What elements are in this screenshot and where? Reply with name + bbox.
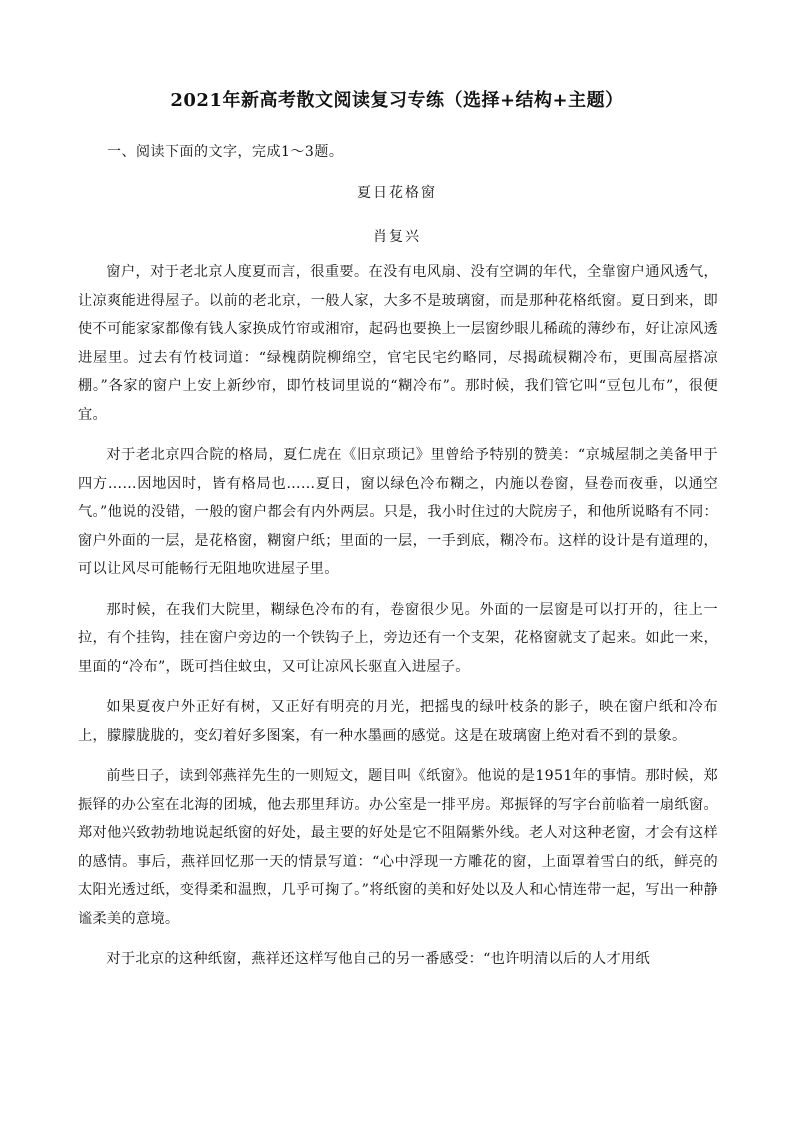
paragraph-5: 前些日子，读到邻燕祥先生的一则短文，题目叫《纸窗》。他说的是1951年的事情。那时候，郑振铎的办公室在北海的团城，他去那里拜访。办公室是一排平房。郑振铎的写字台前临着一扇纸窗。郑对他兴致勃勃地说起纸窗的好处，最主要的好处是它不阻隔紫外线。老人对这种老窗，才会有这样的感情。事后，燕祥回忆那一天的情景写道：“心中浮现一方雕花的窗，上面罩着雪白的纸，鲜亮的太阳光透过纸，变得柔和温煦，几乎可掬了。”将纸窗的美和好处以及人和心情连带一起，写出一种静谧柔美的意境。 <box>78 768 718 927</box>
document-title: 2021年新高考散文阅读复习专练（选择+结构+主题） <box>170 90 624 111</box>
essay-author: 肖复兴 <box>373 229 421 245</box>
paragraph-2: 对于老北京四合院的格局，夏仁虎在《旧京琐记》里曾给予特别的赞美：“京城屋制之美备甲于四方……因地因时，皆有格局也……夏日，窗以绿色冷布糊之，内施以卷窗，昼卷而夜垂，以通空气。”他说的没错，一般的窗户都会有内外两层。只是，我小时住过的大院房子，和他所说略有不同：窗户外面的一层，是花格窗，糊窗户纸；里面的一层，一手到底，糊冷布。这样的设计是有道理的，可以让风尽可能畅行无阻地吹进屋子里。 <box>78 447 718 577</box>
essay-title: 夏日花格窗 <box>357 185 437 201</box>
essay-body <box>78 258 718 986</box>
paragraph-6: 对于北京的这种纸窗，燕祥还这样写他自己的另一番感受：“也许明清以后的人才用纸 <box>106 951 650 967</box>
paragraph-3: 那时候，在我们大院里，糊绿色冷布的有，卷窗很少见。外面的一层窗是可以打开的，往上一拉，有个挂钩，挂在窗户旁边的一个铁钩子上，旁边还有一个支架，花格窗就支了起来。如此一来，里面的“冷布”，既可挡住蚊虫，又可让凉风长驱直入进屋子。 <box>78 601 718 675</box>
section-heading: 一、阅读下面的文字，完成1～3题。 <box>107 144 344 160</box>
paragraph-1: 窗户，对于老北京人度夏而言，很重要。在没有电风扇、没有空调的年代，全靠窗户通风透气，让凉爽能进得屋子。以前的老北京，一般人家，大多不是玻璃窗，而是那种花格纸窗。夏日到来，即使不可能家家都像有钱人家换成竹帘或湘帘，起码也要换上一层窗纱眼儿稀疏的薄纱布，好让凉风透进屋里。过去有竹枝词道：“绿槐荫院柳绵空，官宅民宅约略同，尽揭疏棂糊冷布，更围高屋搭凉棚。”各家的窗户上安上新纱帘，即竹枝词里说的“糊冷布”。那时候，我们管它叫“豆包儿布”，很便宜。 <box>78 264 718 423</box>
paragraph-4: 如果夏夜户外正好有树，又正好有明亮的月光，把摇曳的绿叶枝条的影子，映在窗户纸和冷布上，朦朦胧胧的，变幻着好多图案，有一种水墨画的感觉。这是在玻璃窗上绝对看不到的景象。 <box>78 699 718 744</box>
